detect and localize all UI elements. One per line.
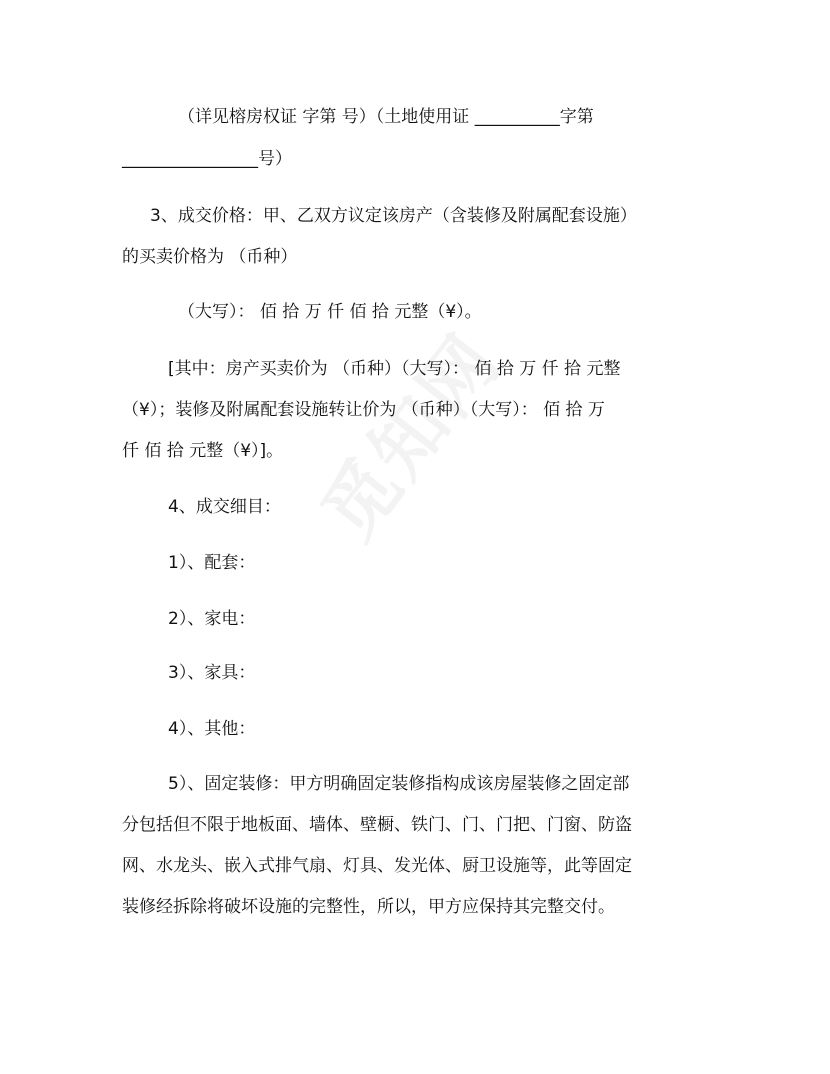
- text-line-price-heading: 3、成交价格：甲、乙双方议定该房产（含装修及附属配套设施）: [150, 206, 637, 226]
- text-line-price-breakdown-2: （¥）；装修及附属配套设施转让价为 （币种）（大写）： 佰 拾 万: [122, 400, 605, 420]
- text-line-item-appliances: 2）、家电：: [168, 609, 256, 629]
- text-line-item-furniture: 3）、家具：: [168, 663, 256, 683]
- text-line-item-other: 4）、其他：: [168, 719, 256, 739]
- watermark: [293, 308, 521, 558]
- text-line-fixed-decoration-4: 装修经拆除将破坏设施的完整性，所以，甲方应保持其完整交付。: [122, 897, 615, 917]
- text-line-fixed-decoration-3: 网、水龙头、嵌入式排气扇、灯具、发光体、厨卫设施等，此等固定: [122, 856, 632, 876]
- text-line-price-breakdown-1: [其中：房产买卖价为 （币种）（大写）： 佰 拾 万 仟 拾 元整: [168, 359, 621, 379]
- text-line-price-uppercase: （大写）： 佰 拾 万 仟 佰 拾 元整（¥）。: [178, 302, 482, 322]
- text-line-price-breakdown-3: 仟 佰 拾 元整（¥）]。: [122, 441, 284, 461]
- text-line-price-currency: 的买卖价格为 （币种）: [122, 247, 298, 267]
- text-line-fixed-decoration-2: 分包括但不限于地板面、墙体、壁橱、铁门、门、门把、门窗、防盗: [122, 815, 632, 835]
- text-line-certificate-number: ________________号）: [122, 149, 292, 169]
- text-line-details-heading: 4、成交细目：: [168, 497, 281, 517]
- text-line-item-facilities: 1）、配套：: [168, 553, 256, 573]
- text-line-fixed-decoration-1: 5）、固定装修：甲方明确固定装修指构成该房屋装修之固定部: [168, 774, 630, 794]
- text-line-certificate: （详见榕房权证 字第 号）（土地使用证 __________字第: [178, 107, 594, 127]
